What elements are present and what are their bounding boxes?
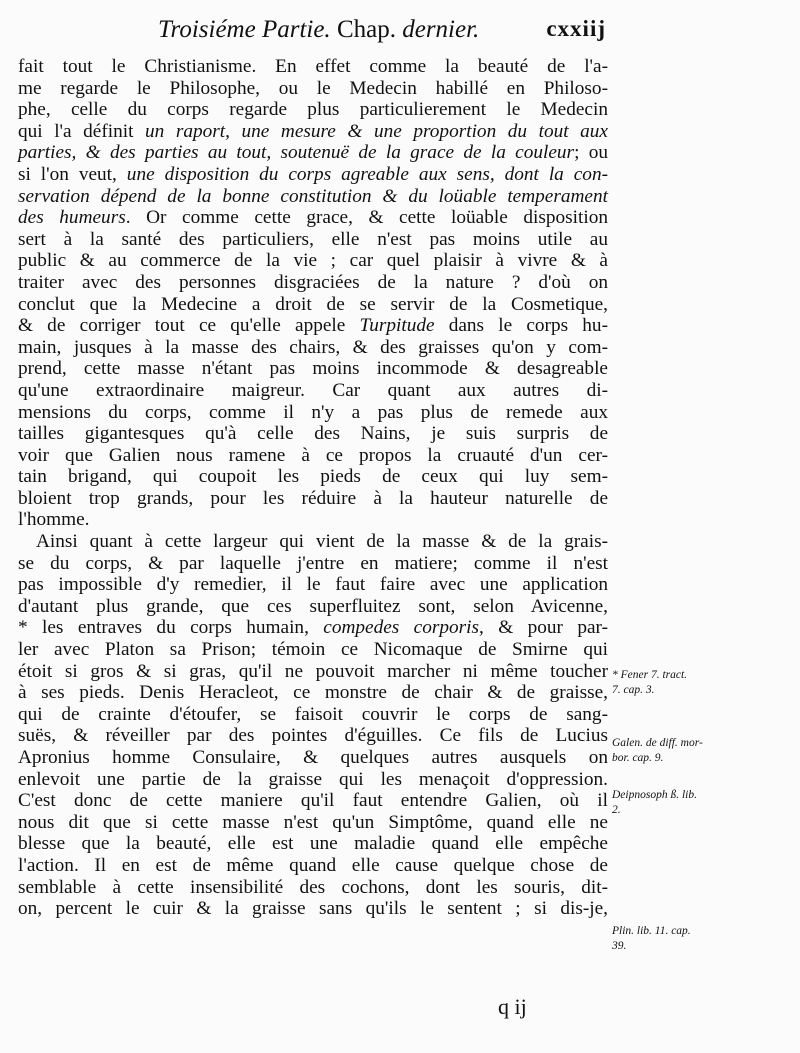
text-line: [18, 294, 608, 316]
title-part: Troisiéme Partie.: [158, 16, 331, 43]
text-line: [18, 898, 608, 920]
text-roman: on, percent le cuir & la graisse sans qu'ils le sentent ; si dis-je,: [18, 898, 608, 920]
text-roman: main, jusques à la masse des chairs, & des graisses qu'on y com-: [18, 336, 608, 358]
text-line: [18, 358, 608, 380]
text-roman: se du corps, & par laquelle j'entre en matiere; comme il n'est: [18, 552, 608, 574]
text-line: [18, 747, 608, 769]
text-roman: voir que Galien nous ramene à ce propos la cruauté d'un cer-: [18, 444, 608, 466]
text-line: [18, 617, 608, 639]
text-line: [18, 855, 608, 877]
text-line: [18, 99, 608, 121]
text-line: [18, 272, 608, 294]
text-line: [18, 121, 608, 143]
text-line: [18, 574, 608, 596]
text-italic: un raport, une mesure & une proportion du tout aux: [145, 120, 608, 142]
text-line: [18, 769, 608, 791]
text-roman: phe, celle du corps regarde plus particulierement le Medecin: [18, 99, 608, 121]
margin-note-plin: [612, 924, 792, 954]
text-italic: parties, & des parties au tout, soutenuë de la grace de la couleur: [18, 142, 575, 164]
text-roman: me regarde le Philosophe, ou le Medecin habillé en Philoso-: [18, 77, 608, 99]
text-roman: prend, cette masse n'étant pas moins incommode & desagreable: [18, 358, 608, 380]
text-line: [18, 488, 608, 510]
text-roman: mensions du corps, comme il n'y a pas plus de remede aux: [18, 401, 608, 423]
text-line: [18, 553, 608, 575]
text-roman: tain brigand, qui coupoit les pieds de ceux qui luy sem-: [18, 466, 608, 488]
margin-note-line: bor. cap. 9.: [612, 752, 664, 764]
signature-mark: q ij: [498, 994, 527, 1019]
text-line: [18, 380, 608, 402]
margin-note-line: * Fener 7. tract.: [612, 669, 688, 681]
text-line: [18, 423, 608, 445]
running-title: [158, 16, 479, 44]
text-roman: pas impossible d'y remedier, il le faut faire avec une application: [18, 574, 608, 596]
title-chapter: Chap.: [330, 16, 396, 43]
text-roman: Ainsi quant à cette largeur qui vient de la masse & de la grais-: [36, 531, 608, 553]
main-text: [18, 56, 608, 920]
text-roman: qu'une extraordinaire maigreur. Car quant aux autres di-: [18, 379, 608, 401]
text-roman: si l'on veut,: [18, 163, 127, 185]
text-line: [18, 596, 608, 618]
text-roman: blesse que la beauté, elle est une maladie quand elle empêche: [18, 833, 608, 855]
text-roman: * les entraves du corps humain,: [18, 617, 324, 639]
text-roman: qui de crainte d'étoufer, se faisoit couvrir le corps de sang-: [18, 703, 608, 725]
text-roman: semblable à cette insensibilité des cochons, dont les souris, dit-: [18, 876, 608, 898]
text-line: [18, 56, 608, 78]
text-line: [18, 682, 608, 704]
text-roman: . Or comme cette grace, & cette loüable disposition: [125, 207, 608, 229]
margin-note-line: 39.: [612, 940, 627, 952]
text-line: [18, 186, 608, 208]
text-roman: étoit si gros & si gras, qu'il ne pouvoit marcher ni même toucher: [18, 660, 608, 682]
margin-note-line: 2.: [612, 804, 621, 816]
title-dernier: dernier.: [395, 16, 480, 43]
text-line: [18, 78, 608, 100]
text-italic: des humeurs: [18, 207, 126, 229]
running-header: [158, 14, 606, 50]
text-line: [18, 509, 608, 531]
text-roman: C'est donc de cette maniere qu'il faut entendre Galien, où il: [18, 790, 608, 812]
text-roman: Apronius homme Consulaire, & quelques autres ausquels on: [18, 747, 608, 768]
text-line: [18, 704, 608, 726]
text-line: [18, 466, 608, 488]
text-line: [18, 833, 608, 855]
text-roman: d'autant plus grande, que ces superfluitez sont, selon Avicenne,: [18, 595, 608, 617]
text-roman: conclut que la Medecine a droit de se servir de la Cosmetique,: [18, 293, 608, 315]
text-line: [18, 531, 608, 553]
text-roman: , & pour par-: [479, 617, 609, 639]
text-roman: ler avec Platon sa Prison; témoin ce Nicomaque de Smirne qui: [18, 639, 608, 661]
text-roman: dans le corps hu-: [434, 315, 608, 337]
text-roman: ; ou: [574, 142, 608, 164]
margin-note-deipnosoph: [612, 788, 792, 818]
text-roman: suës, & réveiller par des pointes d'éguilles. Ce fils de Lucius: [18, 725, 608, 747]
text-roman: fait tout le Christianisme. En effet comme la beauté de l'a-: [18, 56, 608, 77]
text-roman: tailles gigantesques qu'à celle des Nains, je suis surpris de: [18, 423, 608, 445]
text-roman: enlevoit une partie de la graisse qui les menaçoit d'oppression.: [18, 768, 608, 790]
margin-note-line: Plin. lib. 11. cap.: [612, 925, 691, 937]
text-roman: traiter avec des personnes disgraciées de la nature ? d'où on: [18, 271, 608, 293]
text-line: [18, 250, 608, 272]
margin-note-line: 7. cap. 3.: [612, 684, 655, 696]
text-italic: une disposition du corps agreable aux sens, dont la con-: [126, 163, 609, 185]
text-line: [18, 207, 608, 229]
text-italic: Turpitude: [359, 315, 435, 337]
text-italic: compedes corporis: [323, 617, 480, 639]
folio-number: cxxiij: [546, 16, 606, 41]
text-line: [18, 877, 608, 899]
text-line: [18, 142, 608, 164]
text-roman: nous dit que si cette masse n'est qu'un Simptôme, quand elle ne: [18, 811, 608, 833]
margin-note-galen: [612, 736, 792, 766]
text-roman: l'homme.: [18, 509, 90, 531]
text-line: [18, 315, 608, 337]
text-line: [18, 164, 608, 186]
text-line: [18, 229, 608, 251]
text-line: [18, 725, 608, 747]
text-roman: à ses pieds. Denis Heracleot, ce monstre de chair & de graisse,: [18, 682, 608, 704]
text-roman: qui l'a définit: [18, 120, 146, 142]
text-line: [18, 790, 608, 812]
margin-note-line: Deipnosoph ß. lib.: [612, 789, 697, 801]
text-line: [18, 812, 608, 834]
text-line: [18, 639, 608, 661]
text-roman: & de corriger tout ce qu'elle appele: [18, 315, 360, 337]
text-line: [18, 661, 608, 683]
text-roman: sert à la santé des particuliers, elle n'est pas moins utile au: [18, 228, 608, 250]
text-line: [18, 402, 608, 424]
text-roman: l'action. Il en est de même quand elle cause quelque chose de: [18, 854, 608, 876]
text-italic: servation dépend de la bonne constitution & du loüable temperament: [18, 185, 608, 207]
text-roman: public & au commerce de la vie ; car quel plaisir à vivre & à: [18, 250, 608, 272]
text-line: [18, 337, 608, 359]
text-roman: bloient trop grands, pour les réduire à la hauteur naturelle de: [18, 487, 608, 509]
margin-note-line: Galen. de diff. mor-: [612, 737, 703, 749]
text-line: [18, 445, 608, 467]
margin-note-fener: [612, 668, 792, 698]
